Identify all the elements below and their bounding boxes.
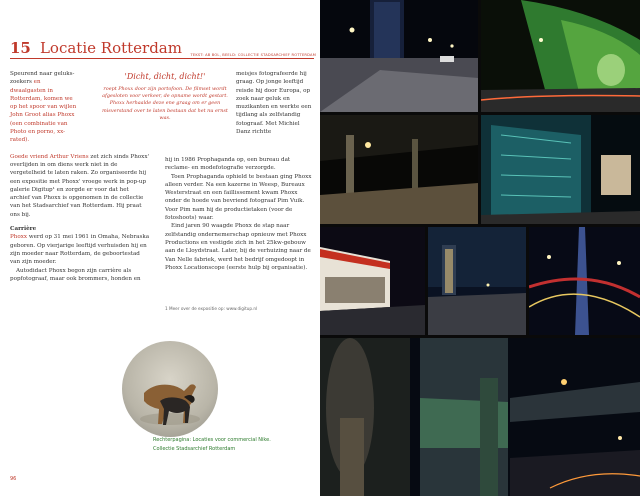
text-column-2 — [165, 156, 315, 272]
photo-green-tunnel — [481, 0, 640, 112]
chapter-number: 15 — [10, 39, 31, 57]
title-rule — [10, 58, 314, 59]
friend-text: zet zich sinds Phoxx' overlijden in om diens werk niet in de vergetelheid te laten raken. Zo organiseerde hij een expositie met Phoxx' vroege werk in pop-up galerie Digitup¹ en zorgde er voor dat het archief van Phoxx is opgenomen in de collectie van het Stadsarchief van Rotterdam. Hij praat ons bij. — [10, 153, 150, 218]
col2-p3: Eind jaren 90 waagde Phoxx de stap naar zelfstandig ondernemerschap opnieuw met Phoxx Productions en vestigde zich in het 25kw-gebouw aan de Lloydstraat. Later, bij de verhuizing naar de Van Nelle fabriek, werd het bedrijf omgedoopt in Phoxx Locationscope (eerste hulp bij organisatie). — [165, 223, 311, 271]
text-column-3 — [236, 70, 314, 136]
pull-quote-text: roept Phoxx door zijn portofoon. De filmset wordt afgesloten voor verkeer, de opname wordt gestart. Phoxx herhaalde deze ene graag om er geen misverstand over te laten bestaan dat het nu ernst was. — [102, 86, 228, 121]
photo-colonnade — [320, 115, 478, 224]
col3-text: meisjes fotografeerde hij graag. Op jonge leeftijd reisde hij door Europa, op zoek naar geluk en muzikanten en werkte een tijdlang als zelfstandig fotograaf. Met Michiel Danz richtte — [236, 71, 312, 136]
footnote: 1 Meer over de expositie op: www.digitup.nl — [165, 306, 258, 311]
photo-skyline — [428, 227, 526, 335]
dogs-photo — [122, 341, 218, 437]
birth-text: werd op 31 mei 1961 in Omaha, Nebraska geboren. Op vierjarige leeftijd verhuisden hij en zijn moeder naar Rotterdam, de geboortestad van zijn moeder. — [10, 234, 150, 266]
right-page-photos — [320, 0, 640, 496]
intro-text-b: en dwaalgasten in Rotterdam, komen we op het spoor van wijlen John Groot alias Phoxx (een combinatie van Photo en porno, xx-rated). — [10, 79, 77, 144]
photo-industrial — [320, 338, 640, 496]
chapter-title: Locatie Rotterdam — [39, 39, 182, 57]
friend-name: Goede vriend Arthur Vriens — [10, 153, 89, 160]
subhead-carriere: Carrière — [10, 226, 37, 233]
career-text: Autodidact Phoxx begon zijn carrière als popfotograaf, maar ook brommers, honden en — [10, 267, 141, 282]
photo-night-square — [320, 0, 478, 112]
photo-caption — [153, 436, 303, 454]
caption-line-2: Collectie Stadsarchief Rotterdam — [153, 446, 236, 452]
caption-line-1: Rechterpagina: Locaties voor commercial Nike. — [153, 437, 271, 443]
phoxx-name: Phoxx — [10, 234, 28, 241]
photo-cinema — [320, 227, 425, 335]
intro-text-a: Speurend naar geluks-zoekers — [10, 71, 75, 86]
photo-bridge — [529, 227, 640, 335]
pull-quote-title: 'Dicht, dicht, dicht!' — [124, 72, 206, 81]
credits-line: TEKST: AB BOL, BEELD: COLLECTIE STADSARCHIEF ROTTERDAM — [190, 53, 316, 57]
photo-teal-building — [481, 115, 640, 224]
col2-p1: hij in 1986 Prophaganda op, een bureau dat reclame- en modefotografie verzorgde. — [165, 157, 291, 172]
col2-p2: Toen Prophaganda ophield te bestaan ging Phoxx alleen verder. Na een kazerne in Weesp, Bureaux Westerstraat en een faillissement kwam Phoxx onder de hoede van bevriend fotograaf Pim Vuik. Voor Pim nam hij de productietaken (voor de fotoshoots) waar. — [165, 173, 312, 222]
text-column-1 — [10, 70, 150, 283]
page-number: 96 — [10, 476, 17, 482]
